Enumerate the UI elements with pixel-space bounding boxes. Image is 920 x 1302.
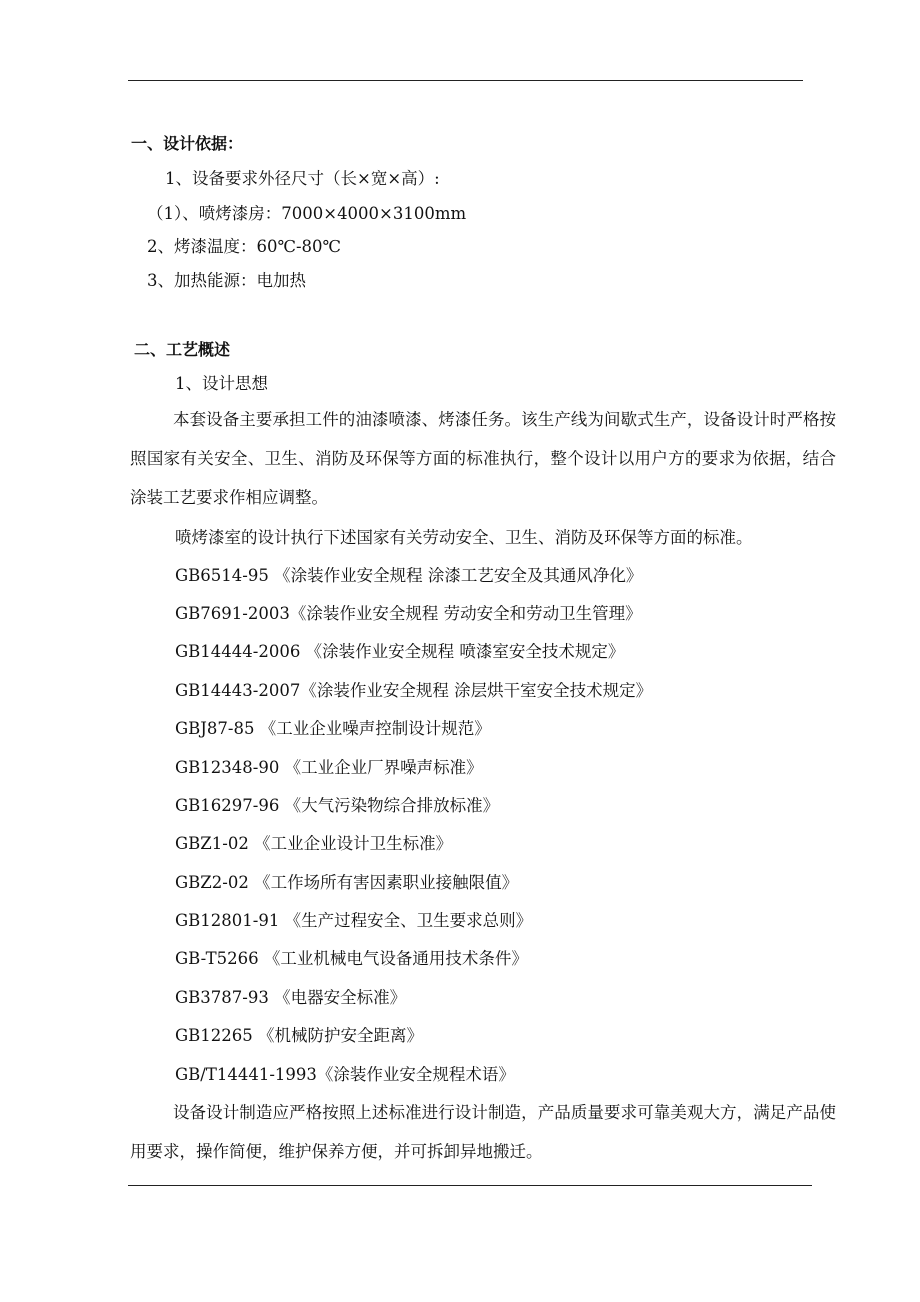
footer-rule — [128, 1185, 812, 1186]
paragraph-conclusion: 设备设计制造应严格按照上述标准进行设计制造，产品质量要求可靠美观大方，满足产品使用要求，操作简便，维护保养方便，并可拆卸异地搬迁。 — [130, 1103, 836, 1161]
standard-item: GB12801-91 《生产过程安全、卫生要求总则》 — [175, 911, 533, 930]
section-heading-design-basis: 一、设计依据： — [131, 134, 244, 153]
design-item-temperature: 2、烤漆温度：60℃-80℃ — [147, 237, 341, 256]
standard-item: GB6514-95 《涂装作业安全规程 涂漆工艺安全及其通风净化》 — [175, 566, 643, 585]
standard-item: GB/T14441-1993《涂装作业安全规程术语》 — [175, 1065, 515, 1084]
standard-item: GB3787-93 《电器安全标准》 — [175, 988, 407, 1007]
paragraph-design-intro: 本套设备主要承担工件的油漆喷漆、烤漆任务。该生产线为间歇式生产，设备设计时严格按照国家有关安全、卫生、消防及环保等方面的标准执行，整个设计以用户方的要求为依据，结合涂装工艺要求作相应调整。 — [130, 410, 836, 507]
standard-item: GB7691-2003《涂装作业安全规程 劳动安全和劳动卫生管理》 — [175, 604, 642, 623]
standard-item: GB16297-96 《大气污染物综合排放标准》 — [175, 796, 500, 815]
subheading-design-idea: 1、设计思想 — [175, 374, 268, 393]
standard-item: GBZ2-02 《工作场所有害因素职业接触限值》 — [175, 873, 519, 892]
standard-item: GBJ87-85 《工业企业噪声控制设计规范》 — [175, 719, 491, 738]
section-heading-process-overview: 二、工艺概述 — [134, 340, 231, 359]
design-item-dimensions: 1、设备要求外径尺寸（长×宽×高）: — [165, 169, 440, 188]
standard-item: GB12265 《机械防护安全距离》 — [175, 1026, 424, 1045]
standard-item: GB14444-2006 《涂装作业安全规程 喷漆室安全技术规定》 — [175, 642, 625, 661]
standard-item: GB14443-2007《涂装作业安全规程 涂层烘干室安全技术规定》 — [175, 681, 653, 700]
standard-item: GBZ1-02 《工业企业设计卫生标准》 — [175, 834, 453, 853]
standard-item: GB-T5266 《工业机械电气设备通用技术条件》 — [175, 949, 528, 968]
design-item-booth-size: （1）、喷烤漆房：7000×4000×3100mm — [147, 204, 467, 223]
paragraph-standards-intro: 喷烤漆室的设计执行下述国家有关劳动安全、卫生、消防及环保等方面的标准。 — [175, 528, 753, 547]
header-rule — [128, 80, 803, 81]
design-item-heating-source: 3、加热能源：电加热 — [147, 271, 306, 290]
standard-item: GB12348-90 《工业企业厂界噪声标准》 — [175, 758, 483, 777]
